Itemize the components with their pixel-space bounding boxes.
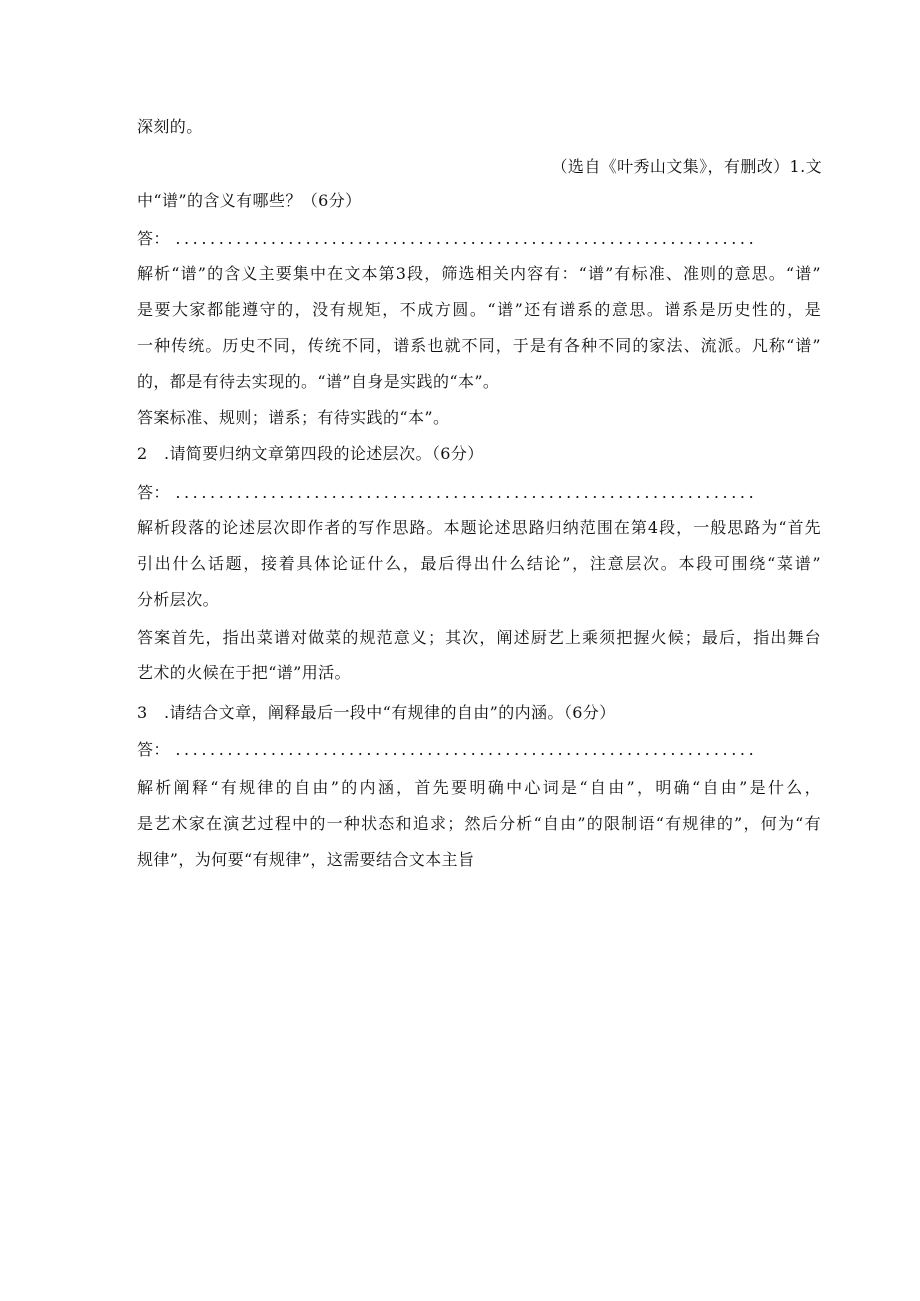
answer-blank: ................................................................... [175, 483, 758, 502]
analysis-text: 规律”，为何要“有规律”，这需要结合文本主旨 [137, 850, 475, 869]
analysis-text: 引出什么话题，接着具体论证什么，最后得出什么结论”，注意层次。本段可围绕“菜谱” [137, 554, 821, 573]
answer-key-text: 艺术的火候在于把“谱”用活。 [137, 663, 351, 682]
question-2-text: 2 .请简要归纳文章第四段的论述层次。（6分） [137, 444, 484, 463]
answer-blank: ................................................................... [175, 740, 758, 759]
answer-label: 答： [137, 740, 170, 759]
answer-line-1 [137, 229, 757, 249]
analysis-text: 分析层次。 [137, 590, 220, 609]
analysis-text: 的，都是有待去实现的。“谱”自身是实践的“本”。 [137, 372, 500, 391]
analysis-text: 是要大家都能遵守的，没有规矩，不成方圆。“谱”还有谱系的意思。谱系是历史性的，是 [137, 300, 821, 319]
question-3-text: 3 .请结合文章，阐释最后一段中“有规律的自由”的内涵。（6分） [137, 703, 616, 722]
answer-label: 答： [137, 229, 170, 248]
answer-label: 答： [137, 483, 170, 502]
analysis-text: 解析“谱”的含义主要集中在文本第3段，筛选相关内容有：“谱”有标准、准则的意思。“谱” [137, 264, 821, 283]
source-citation: （选自《叶秀山文集》，有删改）1.文 [551, 157, 822, 176]
analysis-text: 一种传统。历史不同，传统不同，谱系也就不同，于是有各种不同的家法、流派。凡称“谱” [137, 336, 821, 355]
analysis-text: 解析阐释“有规律的自由”的内涵，首先要明确中心词是“自由”，明确“自由”是什么， [137, 778, 821, 797]
analysis-text: 是艺术家在演艺过程中的一种状态和追求；然后分析“自由”的限制语“有规律的”，何为“有 [137, 814, 821, 833]
question-1-text: 中“谱”的含义有哪些？（6分） [137, 191, 362, 210]
answer-key-text: 答案标准、规则；谱系；有待实践的“本”。 [137, 408, 450, 427]
analysis-text: 解析段落的论述层次即作者的写作思路。本题论述思路归纳范围在第4段，一般思路为“首先 [137, 518, 821, 537]
answer-line-3 [137, 740, 757, 760]
answer-blank: ................................................................... [175, 229, 758, 248]
text-line: 深刻的。 [137, 117, 203, 136]
answer-line-2 [137, 483, 757, 503]
answer-key-text: 答案首先，指出菜谱对做菜的规范意义；其次，阐述厨艺上乘须把握火候；最后，指出舞台 [137, 628, 821, 647]
